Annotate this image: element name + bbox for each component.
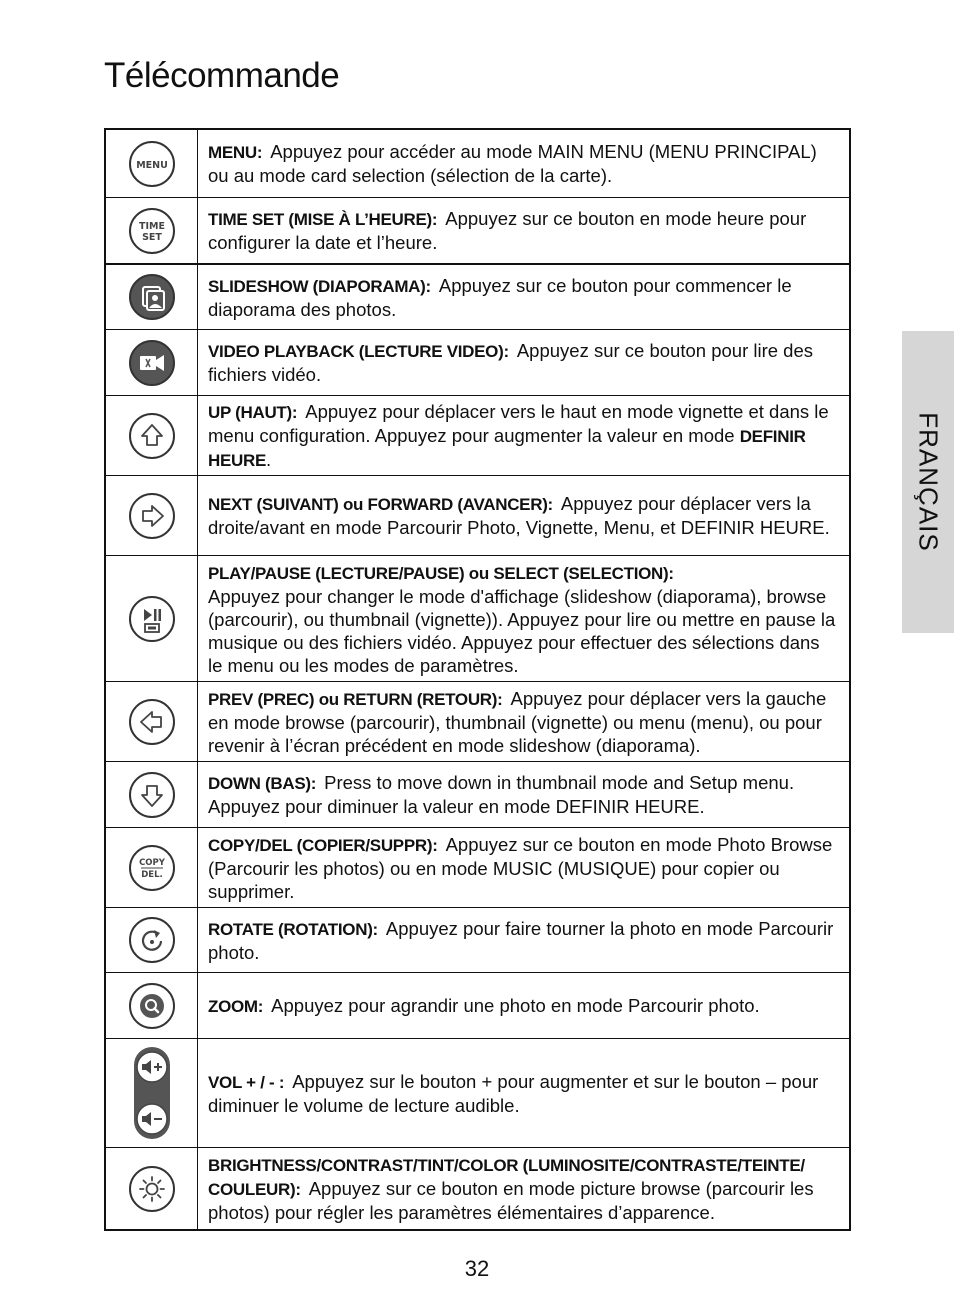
item-label: COPY/DEL (COPIER/SUPPR): (208, 835, 438, 855)
table-row (106, 827, 849, 907)
table-row (106, 263, 849, 329)
item-label: BRIGHTNESS/CONTRAST/TINT/COLOR (LUMINOSITE/CONTRASTE/TEINTE/ COULEUR): (208, 1156, 805, 1199)
brightness-icon (128, 1165, 176, 1213)
description-cell: UP (HAUT): Appuyez pour déplacer vers le haut en mode vignette et dans le menu configuration. Appuyez pour augmenter la valeur en mode DEFINIR HEURE. (208, 400, 829, 470)
item-text: Appuyez sur ce bouton en mode heure pour configurer la date et l’heure. (208, 208, 807, 253)
play-pause-icon (128, 595, 176, 643)
copy-del-button-icon (128, 844, 176, 892)
svg-text:DEL.: DEL. (140, 869, 163, 880)
item-text: Appuyez sur ce bouton pour commencer le diaporama des photos. (208, 274, 792, 320)
item-label: MENU: (208, 143, 263, 162)
description-cell (198, 908, 849, 972)
item-label: ROTATE (ROTATION): (208, 919, 378, 939)
language-tab-label: FRANÇAIS (913, 412, 944, 552)
table-row (106, 197, 849, 263)
item-text: Appuyez sur ce bouton pour lire des fichiers vidéo. (208, 340, 814, 385)
item-label: ZOOM: (208, 996, 264, 1016)
arrow-right-icon (128, 492, 176, 540)
table-row (106, 761, 849, 827)
slideshow-icon (128, 273, 176, 321)
item-text: Appuyez pour déplacer vers la gauche en mode browse (parcourir), thumbnail (vignette) ou menu (menu), ou pour revenir à l’écran précédent en mode slideshow (diaporama). (208, 687, 827, 756)
item-text: Press to move down in thumbnail mode and Setup menu. Appuyez pour diminuer la valeur en mode DEFINIR HEURE. (208, 772, 795, 817)
item-label: VIDEO PLAYBACK (LECTURE VIDEO): (208, 342, 509, 361)
table-row (106, 395, 849, 475)
icon-cell (106, 1148, 198, 1229)
rotate-icon (128, 916, 176, 964)
video-camera-icon (128, 339, 176, 387)
menu-icon-text: MENU (135, 159, 168, 171)
table-row (106, 475, 849, 555)
icon-cell (106, 973, 198, 1038)
zoom-icon (128, 982, 176, 1030)
description-cell (198, 762, 849, 827)
icon-cell (106, 198, 198, 263)
icon-cell (106, 476, 198, 555)
item-label: DOWN (BAS): (208, 774, 317, 793)
item-text: Appuyez pour accéder au mode MAIN MENU (MENU PRINCIPAL) ou au mode card selection (sélection de la carte). (208, 141, 817, 186)
item-label: TIME SET (MISE À L’HEURE): (208, 210, 438, 229)
description-cell (198, 198, 849, 263)
item-text: Appuyez pour changer le mode d'affichage (slideshow (diaporama), browse (parcourir), ou thumbnail (vignette)). Appuyez pour lire ou mettre en pause la musique ou des fichiers vidéo. Appuyez pour effectuer des sélections dans le menu ou les modes de paramètres. (208, 585, 836, 676)
item-text-bold: DEFINIR HEURE (208, 426, 806, 470)
icon-cell (106, 396, 198, 475)
description-cell (198, 682, 849, 761)
icon-cell (106, 330, 198, 395)
volume-icon (132, 1045, 172, 1141)
table-row (106, 555, 849, 681)
description-cell (198, 1148, 849, 1229)
page-title: Télécommande (104, 56, 340, 95)
page-number: 32 (464, 1256, 490, 1281)
icon-cell (106, 828, 198, 907)
description-cell (198, 556, 849, 681)
description-cell (198, 476, 849, 555)
description-cell (198, 265, 849, 329)
icon-cell (106, 1039, 198, 1147)
table-row (106, 1038, 849, 1147)
table-row (106, 681, 849, 761)
item-text: Appuyez sur ce bouton en mode Photo Browse (Parcourir les photos) ou en mode MUSIC (MUSIQUE) pour copier ou supprimer. (208, 833, 833, 902)
item-label: SLIDESHOW (DIAPORAMA): (208, 276, 431, 296)
arrow-left-icon (128, 698, 176, 746)
menu-button-icon (128, 140, 176, 188)
time-set-button-icon (128, 207, 176, 255)
arrow-up-icon (128, 412, 176, 460)
item-label: VOL + / - : (208, 1072, 285, 1092)
table-row (106, 329, 849, 395)
description-cell (198, 330, 849, 395)
icon-cell (106, 908, 198, 972)
icon-cell (106, 682, 198, 761)
table-row (106, 907, 849, 972)
icon-cell (106, 265, 198, 329)
item-text: Appuyez pour déplacer vers le haut en mode vignette et dans le menu configuration. Appuyez pour augmenter la valeur en mode (208, 400, 829, 446)
icon-cell (106, 556, 198, 681)
item-label: NEXT (SUIVANT) ou FORWARD (AVANCER): (208, 495, 553, 514)
svg-text:SET: SET (141, 231, 162, 243)
item-text: Appuyez pour agrandir une photo en mode Parcourir photo. (271, 994, 760, 1016)
description-cell (198, 130, 849, 197)
icon-cell (106, 130, 198, 197)
description-cell (198, 973, 849, 1038)
item-label: PREV (PREC) ou RETURN (RETOUR): (208, 689, 503, 709)
item-text: Appuyez pour déplacer vers la droite/avant en mode Parcourir Photo, Vignette, Menu, et DEFINIR HEURE. (208, 493, 830, 538)
table-row (106, 130, 849, 197)
description-cell (198, 1039, 849, 1147)
svg-text:COPY: COPY (138, 857, 165, 868)
icon-cell (106, 762, 198, 827)
item-text: Appuyez pour faire tourner la photo en mode Parcourir photo. (208, 917, 834, 963)
language-tab (902, 331, 954, 633)
item-text: Appuyez sur le bouton + pour augmenter et sur le bouton – pour diminuer le volume de lecture audible. (208, 1070, 819, 1116)
table-row (106, 972, 849, 1038)
remote-control-table (104, 128, 851, 1231)
svg-text:TIME: TIME (138, 220, 165, 232)
table-row (106, 1147, 849, 1229)
arrow-down-icon (128, 771, 176, 819)
item-text: Appuyez sur ce bouton en mode picture browse (parcourir les photos) pour régler les paramètres élémentaires d’apparence. (208, 1178, 814, 1223)
item-label: UP (HAUT): (208, 402, 298, 422)
description-cell (198, 828, 849, 907)
item-label: PLAY/PAUSE (LECTURE/PAUSE) ou SELECT (SELECTION): (208, 563, 674, 583)
